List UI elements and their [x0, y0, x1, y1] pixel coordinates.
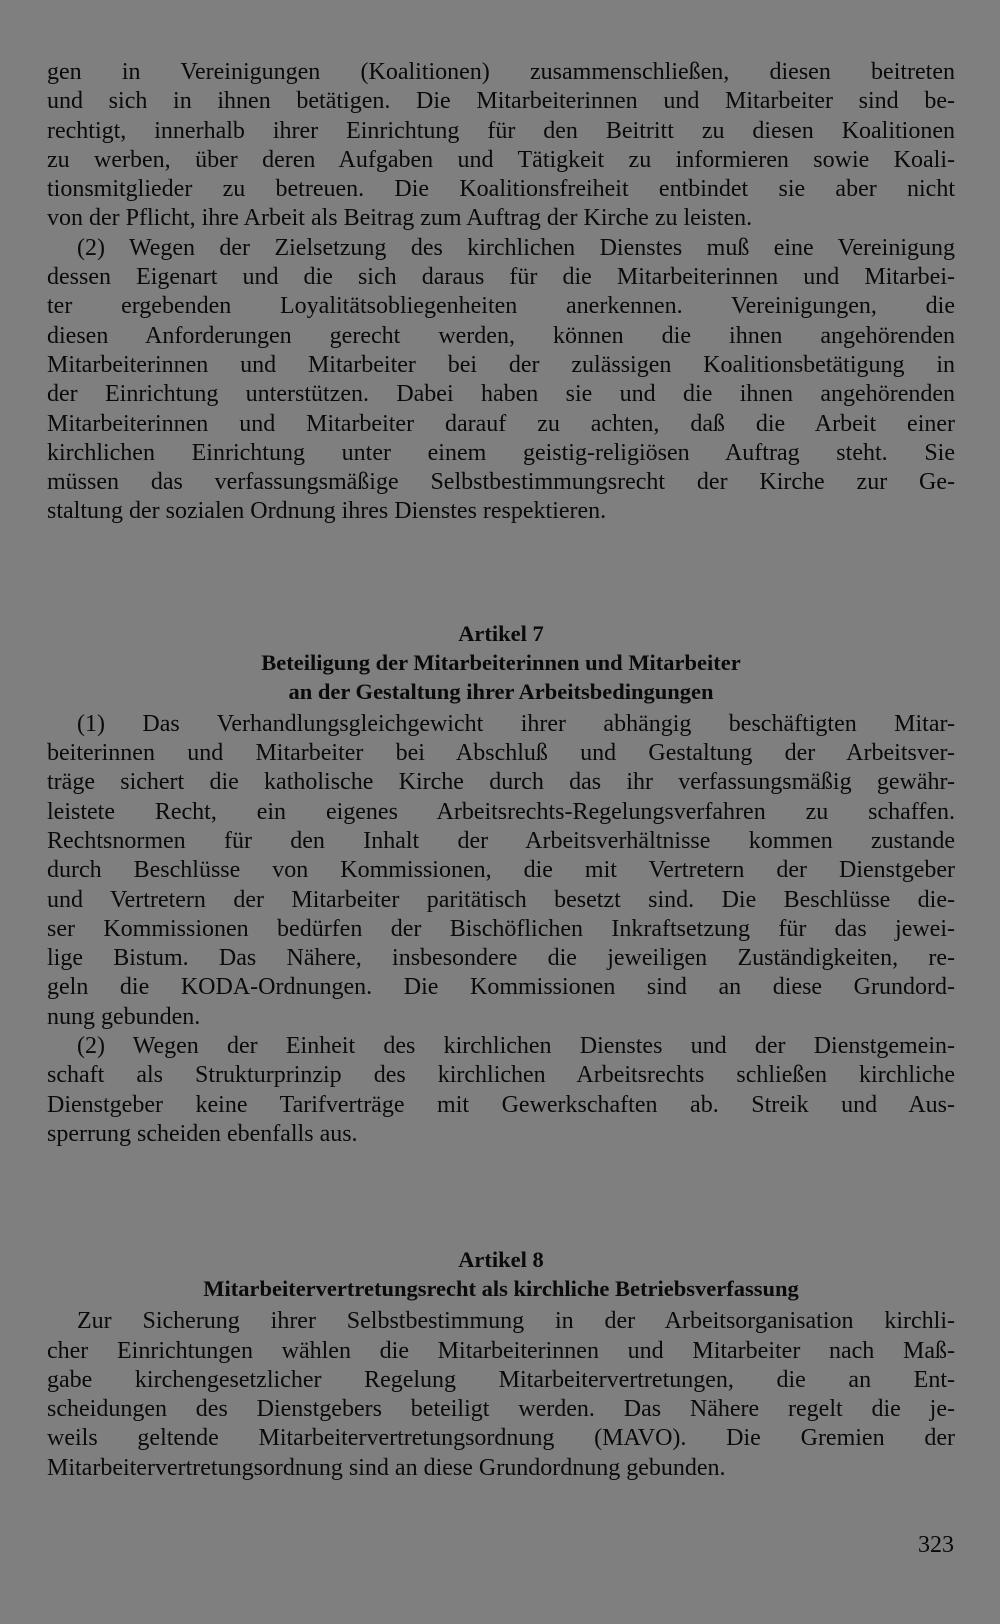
text-line: müssen das verfassungsmäßige Selbstbestimmungsrecht der Kirche zur Ge- [47, 469, 955, 496]
text-line: von der Pflicht, ihre Arbeit als Beitrag zum Auftrag der Kirche zu leisten. [47, 205, 753, 232]
text-line: und Vertretern der Mitarbeiter paritätisch besetzt sind. Die Beschlüsse die- [47, 886, 955, 913]
text-line: nung gebunden. [47, 1003, 201, 1030]
text-line: sperrung scheiden ebenfalls aus. [47, 1120, 358, 1147]
text-line: zu werben, über deren Aufgaben und Tätigkeit zu informieren sowie Koali- [47, 146, 955, 173]
text-line: schaft als Strukturprinzip des kirchlichen Arbeitsrechts schließen kirchliche [47, 1062, 955, 1089]
article-number: Artikel 8 [458, 1247, 544, 1273]
text-line: leistete Recht, ein eigenes Arbeitsrechts-Regelungsverfahren zu schaffen. [47, 798, 955, 825]
page-number: 323 [918, 1532, 954, 1558]
continuation-paragraph-1 [47, 58, 955, 234]
text-line: weils geltende Mitarbeitervertretungsordnung (MAVO). Die Gremien der [47, 1425, 955, 1452]
text-line: beiterinnen und Mitarbeiter bei Abschluß und Gestaltung der Arbeitsver- [47, 740, 955, 767]
text-line: gabe kirchengesetzlicher Regelung Mitarbeitervertretungen, die an Ent- [47, 1366, 955, 1393]
article-8-heading [47, 1245, 955, 1303]
text-line: kirchlichen Einrichtung unter einem geistig-religiösen Auftrag steht. Sie [47, 439, 955, 466]
article-7-paragraph-2 [47, 1032, 955, 1149]
text-line: dessen Eigenart und die sich daraus für die Mitarbeiterinnen und Mitarbei- [47, 264, 955, 291]
text-line: durch Beschlüsse von Kommissionen, die mit Vertretern der Dienstgeber [47, 857, 955, 884]
text-line: geln die KODA-Ordnungen. Die Kommissionen sind an diese Grundord- [47, 974, 955, 1001]
text-line: lige Bistum. Das Nähere, insbesondere die jeweiligen Zuständigkeiten, re- [47, 945, 955, 972]
article-8-paragraph-1 [47, 1307, 955, 1483]
text-line: und sich in ihnen betätigen. Die Mitarbeiterinnen und Mitarbeiter sind be- [47, 88, 955, 115]
article-7-paragraph-1 [47, 710, 955, 1032]
continuation-paragraph-2 [47, 234, 955, 527]
text-line: Dienstgeber keine Tarifverträge mit Gewerkschaften ab. Streik und Aus- [47, 1091, 955, 1118]
text-line: ser Kommissionen bedürfen der Bischöflichen Inkraftsetzung für das jewei- [47, 915, 955, 942]
text-line: tionsmitglieder zu betreuen. Die Koalitionsfreiheit entbindet sie aber nicht [47, 176, 955, 203]
text-line: Mitarbeiterinnen und Mitarbeiter bei der zulässigen Koalitionsbetätigung in [47, 351, 955, 378]
text-line: Mitarbeiterinnen und Mitarbeiter darauf zu achten, daß die Arbeit einer [47, 410, 955, 437]
article-title: Mitarbeitervertretungsrecht als kirchliche Betriebsverfassung [203, 1276, 799, 1302]
text-line: träge sichert die katholische Kirche durch das ihr verfassungsmäßig gewähr- [47, 769, 955, 796]
text-line: Mitarbeitervertretungsordnung sind an diese Grundordnung gebunden. [47, 1454, 726, 1481]
article-title: an der Gestaltung ihrer Arbeitsbedingungen [288, 678, 714, 704]
text-line: cher Einrichtungen wählen die Mitarbeiterinnen und Mitarbeiter nach Maß- [47, 1337, 955, 1364]
article-7-heading [47, 619, 955, 706]
text-line: Zur Sicherung ihrer Selbstbestimmung in der Arbeitsorganisation kirchli- [77, 1308, 955, 1335]
text-line: (2) Wegen der Einheit des kirchlichen Dienstes und der Dienstgemein- [77, 1033, 955, 1060]
text-line: rechtigt, innerhalb ihrer Einrichtung für den Beitritt zu diesen Koalitionen [47, 117, 955, 144]
text-line: scheidungen des Dienstgebers beteiligt werden. Das Nähere regelt die je- [47, 1396, 955, 1423]
text-line: staltung der sozialen Ordnung ihres Dienstes respektieren. [47, 498, 607, 525]
text-line: gen in Vereinigungen (Koalitionen) zusammenschließen, diesen beitreten [47, 59, 955, 85]
article-title: Beteiligung der Mitarbeiterinnen und Mitarbeiter [261, 649, 741, 675]
document-page [47, 58, 955, 1483]
text-line: (1) Das Verhandlungsgleichgewicht ihrer abhängig beschäftigten Mitar- [77, 710, 955, 737]
text-line: Rechtsnormen für den Inhalt der Arbeitsverhältnisse kommen zustande [47, 827, 955, 854]
article-number: Artikel 7 [458, 620, 544, 646]
text-line: ter ergebenden Loyalitätsobliegenheiten anerkennen. Vereinigungen, die [47, 293, 955, 320]
text-line: diesen Anforderungen gerecht werden, können die ihnen angehörenden [47, 322, 955, 349]
text-line: der Einrichtung unterstützen. Dabei haben sie und die ihnen angehörenden [47, 381, 955, 408]
text-line: (2) Wegen der Zielsetzung des kirchlichen Dienstes muß eine Vereinigung [77, 234, 955, 261]
